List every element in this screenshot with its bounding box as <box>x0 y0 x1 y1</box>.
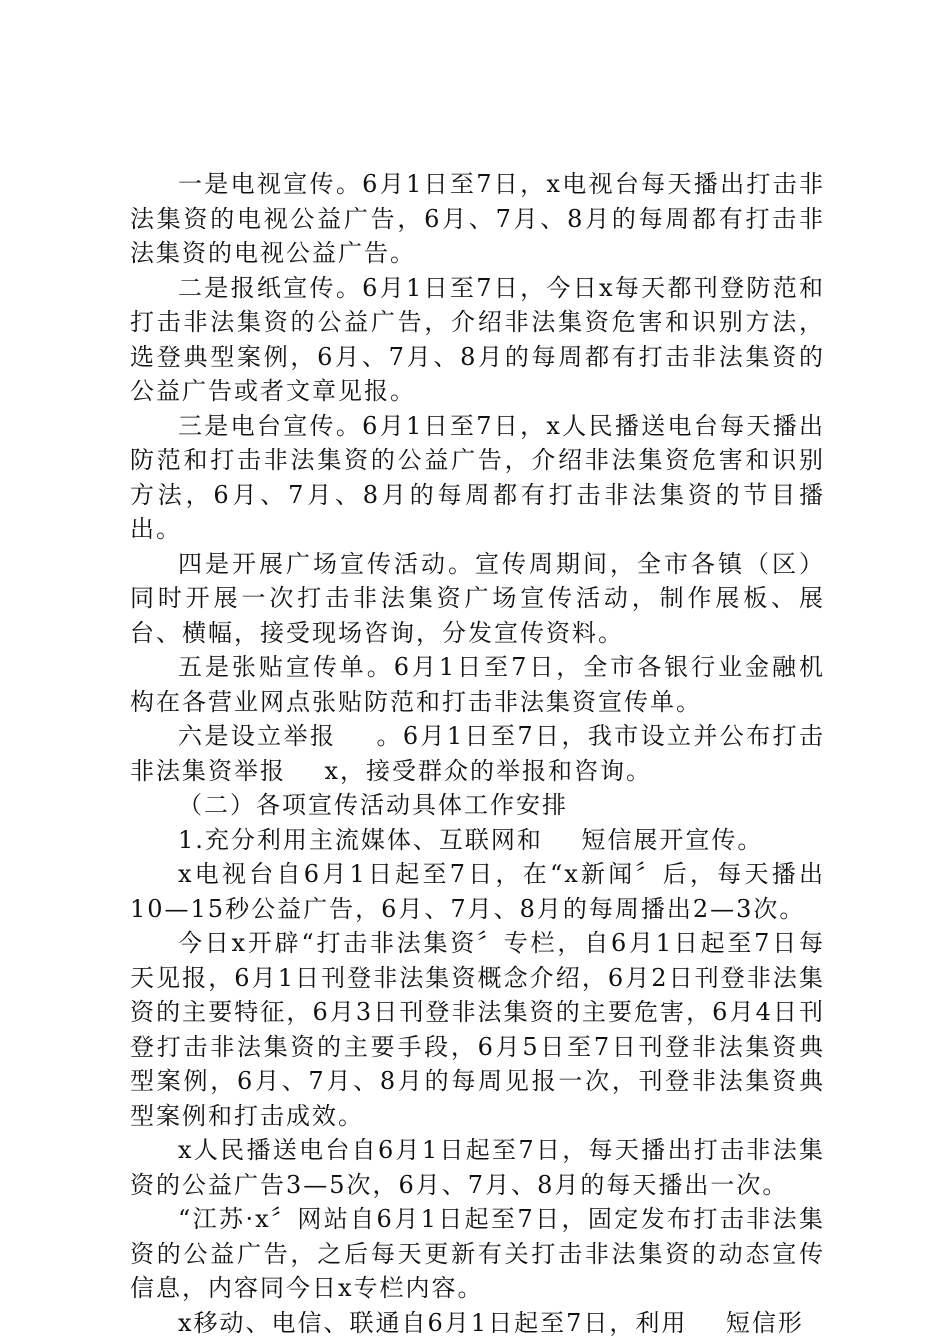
document-body <box>130 167 825 1340</box>
paragraph-newspaper-publicity: 二是报纸宣传。6月1日至7日，今日x每天都刊登防范和打击非法集资的公益广告，介绍非法集资危害和识别方法，选登典型案例，6月、7月、8月的每周都有打击非法集资的公益广告或者文章见报。 <box>130 273 825 405</box>
paragraph-tv-publicity: 一是电视宣传。6月1日至7日，x电视台每天播出打击非法集资的电视公益广告，6月、7月、8月的每周都有打击非法集资的电视公益广告。 <box>130 170 825 267</box>
paragraph-radio-publicity: 三是电台宣传。6月1日至7日，x人民播送电台每天播出防范和打击非法集资的公益广告，介绍非法集资危害和识别方法，6月、7月、8月的每周都有打击非法集资的节目播出。 <box>130 411 825 543</box>
paragraph-tv-station-schedule: x电视台自6月1日起至7日，在“x新闻〞后，每天播出10—15秒公益广告，6月、7月、8月的每周播出2—3次。 <box>130 860 825 923</box>
paragraph-newspaper-column: 今日x开辟“打击非法集资〞专栏，自6月1日起至7日每天见报，6月1日刊登非法集资概念介绍，6月2日刊登非法集资的主要特征，6月3日刊登非法集资的主要危害，6月4日刊登打击非法集资的主要手段，6月5日至7日刊登非法集资典型案例，6月、7月、8月的每周见报一次，刊登非法集资典型案例和打击成效。 <box>130 929 825 1130</box>
paragraph-square-activity: 四是开展广场宣传活动。宣传周期间，全市各镇（区）同时开展一次打击非法集资广场宣传活动，制作展板、展台、横幅，接受现场咨询，分发宣传资料。 <box>130 549 825 647</box>
section-heading-work-arrangement: （二）各项宣传活动具体工作安排 <box>178 791 568 819</box>
paragraph-radio-station-schedule: x人民播送电台自6月1日起至7日，每天播出打击非法集资的公益广告3—5次，6月、7月、8月的每天播出一次。 <box>130 1136 825 1199</box>
paragraph-item-1-media: 1.充分利用主流媒体、互联网和 短信展开宣传。 <box>178 825 764 854</box>
paragraph-leaflet-posting: 五是张贴宣传单。6月1日至7日，全市各银行业金融机构在各营业网点张贴防范和打击非法集资宣传单。 <box>130 653 825 716</box>
paragraph-report-hotline: 六是设立举报 。6月1日至7日，我市设立并公布打击非法集资举报 x，接受群众的举报和咨询。 <box>130 722 825 785</box>
paragraph-website-publicity: “江苏·x〞网站自6月1日起至7日，固定发布打击非法集资的公益广告，之后每天更新有关打击非法集资的动态宣传信息，内容同今日x专栏内容。 <box>130 1205 825 1302</box>
paragraph-telecom-sms: x移动、电信、联通自6月1日起至7日，利用 短信形 <box>178 1308 804 1337</box>
